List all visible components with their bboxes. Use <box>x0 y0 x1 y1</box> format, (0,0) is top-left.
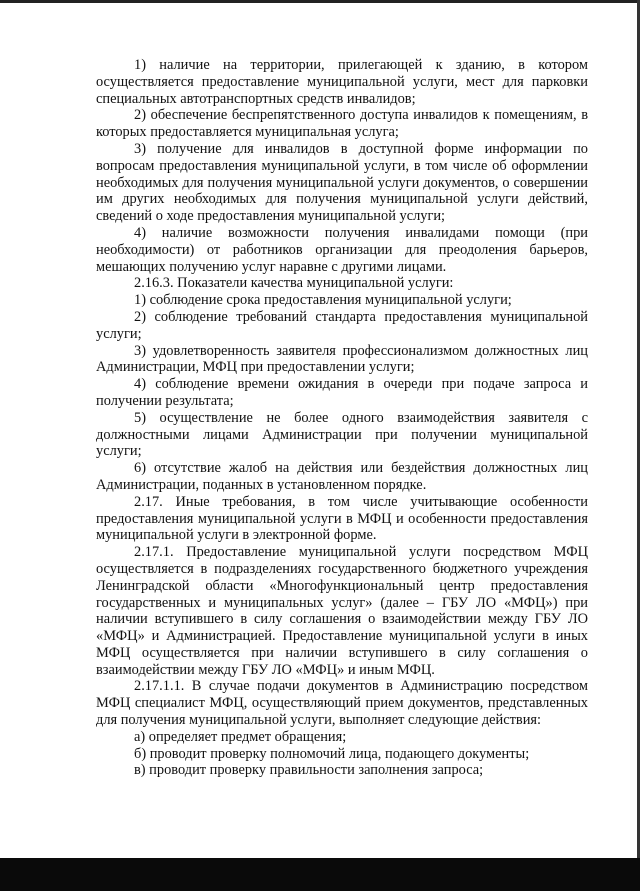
list-item: а) определяет предмет обращения; <box>134 728 347 745</box>
list-item: б) проводит проверку полномочий лица, подающего документы; <box>134 745 530 762</box>
section-heading: 2.16.3. Показатели качества муниципальной услуги: <box>134 275 454 292</box>
paragraph: 4) соблюдение времени ожидания в очереди при подаче запроса и получении результата; <box>96 376 588 409</box>
paragraph: 1) наличие на территории, прилегающей к зданию, в котором осуществляется предоставление муниципальной услуги, мест для парковки специальных автотранспортных средств инвалидов; <box>96 57 588 107</box>
paragraph: 6) отсутствие жалоб на действия или бездействия должностных лиц Администрации, поданных в установленном порядке. <box>96 460 588 493</box>
section-heading: 2.17. Иные требования, в том числе учитывающие особенности предоставления муниципальной услуги в МФЦ и особенности предоставления муниципальной услуги в электронной форме. <box>96 493 588 544</box>
scan-bottom-border <box>0 858 640 891</box>
paragraph: 1) соблюдение срока предоставления муниципальной услуги; <box>134 292 512 309</box>
scan-top-border <box>0 0 640 3</box>
document-body <box>96 57 588 779</box>
paragraph: 2.17.1.1. В случае подачи документов в Администрацию посредством МФЦ специалист МФЦ, осуществляющий прием документов, представленных для получения муниципальной услуги, выполняет следующие действия: <box>96 678 588 729</box>
paragraph: 4) наличие возможности получения инвалидами помощи (при необходимости) от работников организации для преодоления барьеров, мешающих получению услуг наравне с другими лицами. <box>96 224 588 275</box>
paragraph: 2.17.1. Предоставление муниципальной услуги посредством МФЦ осуществляется в подразделениях государственного бюджетного учреждения Ленинградской области «Многофункциональный центр предоставления государственных и муниципальных услуг» (далее – ГБУ ЛО «МФЦ») при наличии вступившего в силу соглашения о взаимодействии между ГБУ ЛО «МФЦ» и Администрацией. Предоставление муниципальной услуги в иных МФЦ осуществляется при наличии вступившего в силу соглашения о взаимодействии между ГБУ ЛО «МФЦ» и иным МФЦ. <box>96 544 588 678</box>
paragraph: 3) получение для инвалидов в доступной форме информации по вопросам предоставления муниципальной услуги, в том числе об оформлении необходимых для получения муниципальной услуги документов, о совершении им других необходимых для получения муниципальной услуги действий, сведений о ходе предоставления муниципальной услуги; <box>96 140 588 225</box>
paragraph: 2) соблюдение требований стандарта предоставления муниципальной услуги; <box>96 308 588 342</box>
list-item: в) проводит проверку правильности заполнения запроса; <box>134 762 484 779</box>
paragraph: 3) удовлетворенность заявителя профессионализмом должностных лиц Администрации, МФЦ при предоставлении услуги; <box>96 342 588 376</box>
paragraph: 2) обеспечение беспрепятственного доступа инвалидов к помещениям, в которых предоставляется муниципальная услуга; <box>96 107 588 141</box>
paragraph: 5) осуществление не более одного взаимодействия заявителя с должностными лицами Администрации при получении муниципальной услуги; <box>96 409 588 460</box>
